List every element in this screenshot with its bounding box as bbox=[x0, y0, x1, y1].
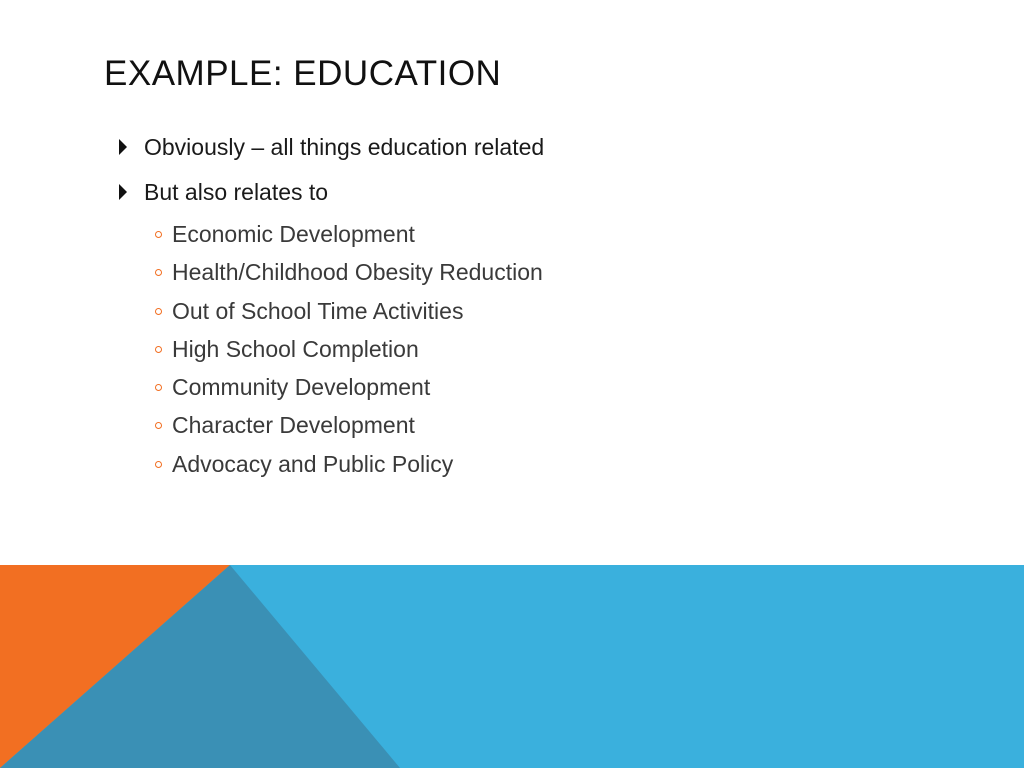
circle-bullet-icon bbox=[155, 422, 162, 429]
sub-bullet bbox=[154, 295, 954, 333]
circle-bullet-icon bbox=[155, 231, 162, 238]
sub-bullet-text: Health/Childhood Obesity Reduction bbox=[172, 259, 543, 286]
circle-bullet-icon bbox=[155, 308, 162, 315]
sub-bullet-text: Community Development bbox=[172, 374, 431, 401]
sub-bullet bbox=[154, 256, 954, 294]
slide-title: EXAMPLE: EDUCATION bbox=[104, 54, 502, 93]
sub-bullet bbox=[154, 448, 954, 486]
bullet-obviously bbox=[114, 128, 954, 173]
sub-bullet bbox=[154, 218, 954, 256]
bullet-text: But also relates to bbox=[144, 179, 329, 205]
slide-content bbox=[114, 128, 954, 486]
sub-bullet bbox=[154, 371, 954, 409]
sub-bullet bbox=[154, 409, 954, 447]
sub-bullet-text: Out of School Time Activities bbox=[172, 297, 464, 324]
sub-bullet bbox=[154, 333, 954, 371]
triangle-bullet-icon bbox=[119, 184, 127, 200]
bullet-text: Obviously – all things education related bbox=[144, 134, 545, 160]
sub-bullet-text: High School Completion bbox=[172, 335, 419, 362]
circle-bullet-icon bbox=[155, 346, 162, 353]
bullet-but-also bbox=[114, 173, 954, 218]
circle-bullet-icon bbox=[155, 461, 162, 468]
decorative-bottom-band bbox=[0, 565, 1024, 768]
sub-bullet-list bbox=[114, 218, 954, 486]
triangle-bullet-icon bbox=[119, 139, 127, 155]
circle-bullet-icon bbox=[155, 269, 162, 276]
circle-bullet-icon bbox=[155, 384, 162, 391]
sub-bullet-text: Advocacy and Public Policy bbox=[172, 450, 454, 477]
sub-bullet-text: Character Development bbox=[172, 412, 415, 439]
sub-bullet-text: Economic Development bbox=[172, 221, 415, 247]
